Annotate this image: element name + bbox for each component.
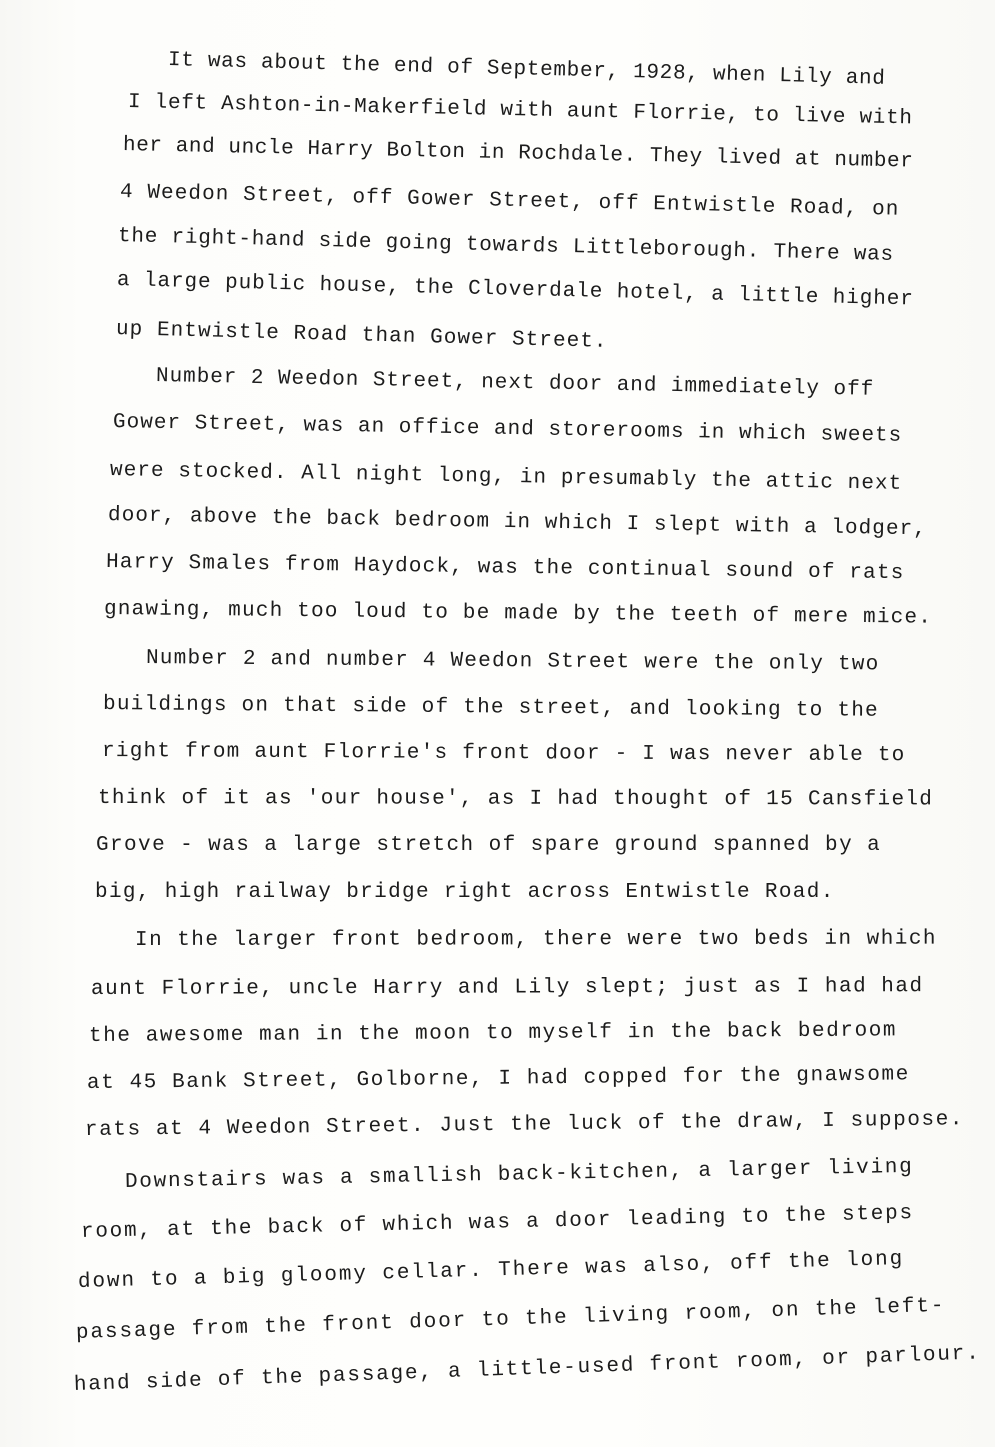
text-line: passage from the front door to the living room, on the left- xyxy=(75,1294,946,1345)
text-line: the right-hand side going towards Littleborough. There was xyxy=(117,225,895,267)
text-line: Downstairs was a smallish back-kitchen, a larger living xyxy=(124,1155,914,1194)
text-line: Gower Street, was an office and storerooms in which sweets xyxy=(112,411,903,448)
text-line: Harry Smales from Haydock, was the continual sound of rats xyxy=(105,551,905,586)
text-line: Grove - was a large stretch of spare ground spanned by a xyxy=(96,834,882,857)
text-line: gnawing, much too loud to be made by the teeth of mere mice. xyxy=(103,598,933,630)
text-line: buildings on that side of the street, and looking to the xyxy=(102,693,880,723)
text-line: door, above the back bedroom in which I slept with a lodger, xyxy=(107,504,928,542)
text-line: In the larger front bedroom, there were two beds in which xyxy=(134,927,938,952)
text-line: rats at 4 Weedon Street. Just the luck of the draw, I suppose. xyxy=(84,1108,965,1142)
text-line: her and uncle Harry Bolton in Rochdale. They lived at number xyxy=(122,134,914,174)
text-line: It was about the end of September, 1928, when Lily and xyxy=(167,49,886,91)
text-line: down to a big gloomy cellar. There was also, off the long xyxy=(77,1247,905,1294)
text-line: think of it as 'our house', as I had thought of 15 Cansfield xyxy=(97,787,934,812)
text-line: hand side of the passage, a little-used front room, or parlour. xyxy=(73,1342,981,1397)
text-line: the awesome man in the moon to myself in the back bedroom xyxy=(88,1019,898,1048)
text-line: aunt Florrie, uncle Harry and Lily slept; just as I had had xyxy=(90,975,924,1001)
text-line: up Entwistle Road than Gower Street. xyxy=(115,318,608,354)
text-line: Number 2 Weedon Street, next door and immediately off xyxy=(155,365,875,402)
text-line: right from aunt Florrie's front door - I was never able to xyxy=(101,740,906,768)
text-line: big, high railway bridge right across Entwistle Road. xyxy=(95,881,835,904)
text-line: were stocked. All night long, in presumably the attic next xyxy=(109,459,903,496)
text-line: Number 2 and number 4 Weedon Street were the only two xyxy=(145,647,880,677)
text-line: room, at the back of which was a door leading to the steps xyxy=(80,1202,915,1244)
text-line: I left Ashton-in-Makerfield with aunt Florrie, to live with xyxy=(127,91,913,131)
text-line: 4 Weedon Street, off Gower Street, off Entwistle Road, on xyxy=(119,181,900,222)
text-line: at 45 Bank Street, Golborne, I had copped for the gnawsome xyxy=(86,1063,910,1095)
text-line: a large public house, the Cloverdale hotel, a little higher xyxy=(116,269,915,312)
